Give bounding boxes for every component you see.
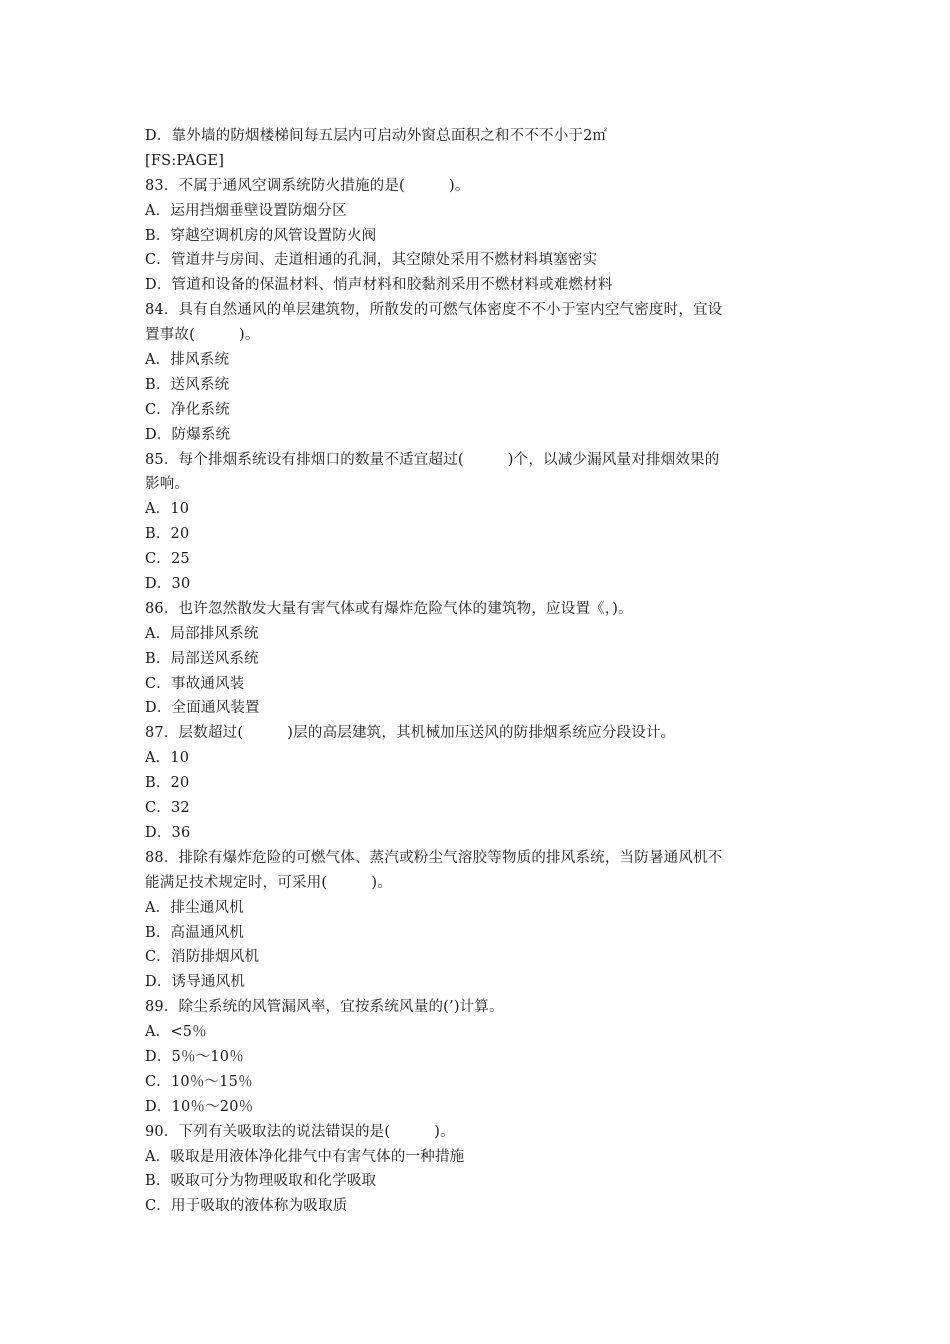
question-85: 85．每个排烟系统设有排烟口的数量不适宜超过( )个，以减少漏风量对排烟效果的: [145, 451, 720, 468]
option-line: C．事故通风装: [145, 675, 245, 692]
option-line: D．全面通风装置: [145, 700, 260, 717]
option-line: D．防爆系统: [145, 426, 231, 443]
option-line: D．36: [145, 824, 191, 841]
option-line: B．20: [145, 526, 190, 543]
question-85-cont: 影响。: [145, 476, 190, 493]
question-89: 89．除尘系统的风管漏风率，宜按系统风量的(’)计算。: [145, 999, 504, 1016]
option-line: C．净化系统: [145, 401, 230, 418]
text-line: D．靠外墙的防烟楼梯间每五层内可启动外窗总面积之和不不不小于2㎡: [145, 128, 608, 144]
question-text-block: [145, 124, 825, 1219]
question-84: 84．具有自然通风的单层建筑物，所散发的可燃气体密度不不小于室内空气密度时，宜设: [145, 302, 723, 319]
option-line: C．25: [145, 551, 190, 568]
page-marker: [FS:PAGE]: [145, 152, 225, 169]
option-line: C．管道井与房间、走道相通的孔洞，其空隙处采用不燃材料填塞密实: [145, 252, 598, 269]
option-line: D．管道和设备的保温材料、悄声材料和胶黏剂采用不燃材料或难燃材料: [145, 277, 613, 294]
option-line: D．30: [145, 576, 191, 593]
option-line: A．吸取是用液体净化排气中有害气体的一种措施: [145, 1148, 465, 1165]
option-line: B．穿越空调机房的风管设置防火阀: [145, 227, 377, 244]
question-88: 88．排除有爆炸危险的可燃气体、蒸汽或粉尘气溶胶等物质的排风系统，当防暑通风机不: [145, 849, 723, 866]
question-87: 87．层数超过( )层的高层建筑，其机械加压送风的防排烟系统应分段设计。: [145, 725, 676, 742]
option-line: A．排风系统: [145, 352, 230, 369]
option-line: C．10％～15％: [145, 1073, 253, 1090]
option-line: B．局部送风系统: [145, 650, 259, 667]
question-84-cont: 置事故( )。: [145, 327, 260, 344]
option-line: C．消防排烟风机: [145, 949, 260, 966]
option-line: A．运用挡烟垂壁设置防烟分区: [145, 202, 347, 219]
option-line: B．送风系统: [145, 376, 230, 393]
option-line: A．10: [145, 750, 190, 767]
option-line: B．吸取可分为物理吸取和化学吸取: [145, 1173, 377, 1190]
option-line: C．用于吸取的液体称为吸取质: [145, 1198, 348, 1215]
option-line: D．10％～20％: [145, 1098, 254, 1115]
option-line: B．20: [145, 775, 190, 792]
option-line: D．诱导通风机: [145, 974, 246, 991]
question-90: 90．下列有关吸取法的说法错误的是( )。: [145, 1123, 455, 1140]
option-line: A．排尘通风机: [145, 899, 244, 916]
option-line: D．5％～10％: [145, 1048, 244, 1065]
option-line: B．高温通风机: [145, 924, 245, 941]
question-88-cont: 能满足技术规定时，可采用( )。: [145, 874, 392, 891]
option-line: A．10: [145, 501, 190, 518]
question-83: 83．不属于通风空调系统防火措施的是( )。: [145, 177, 470, 194]
option-line: A．局部排风系统: [145, 625, 259, 642]
option-line: A．<5％: [145, 1024, 207, 1041]
question-86: 86．也许忽然散发大量有害气体或有爆炸危险气体的建筑物，应设置《，)。: [145, 600, 633, 617]
option-line: C．32: [145, 800, 190, 817]
